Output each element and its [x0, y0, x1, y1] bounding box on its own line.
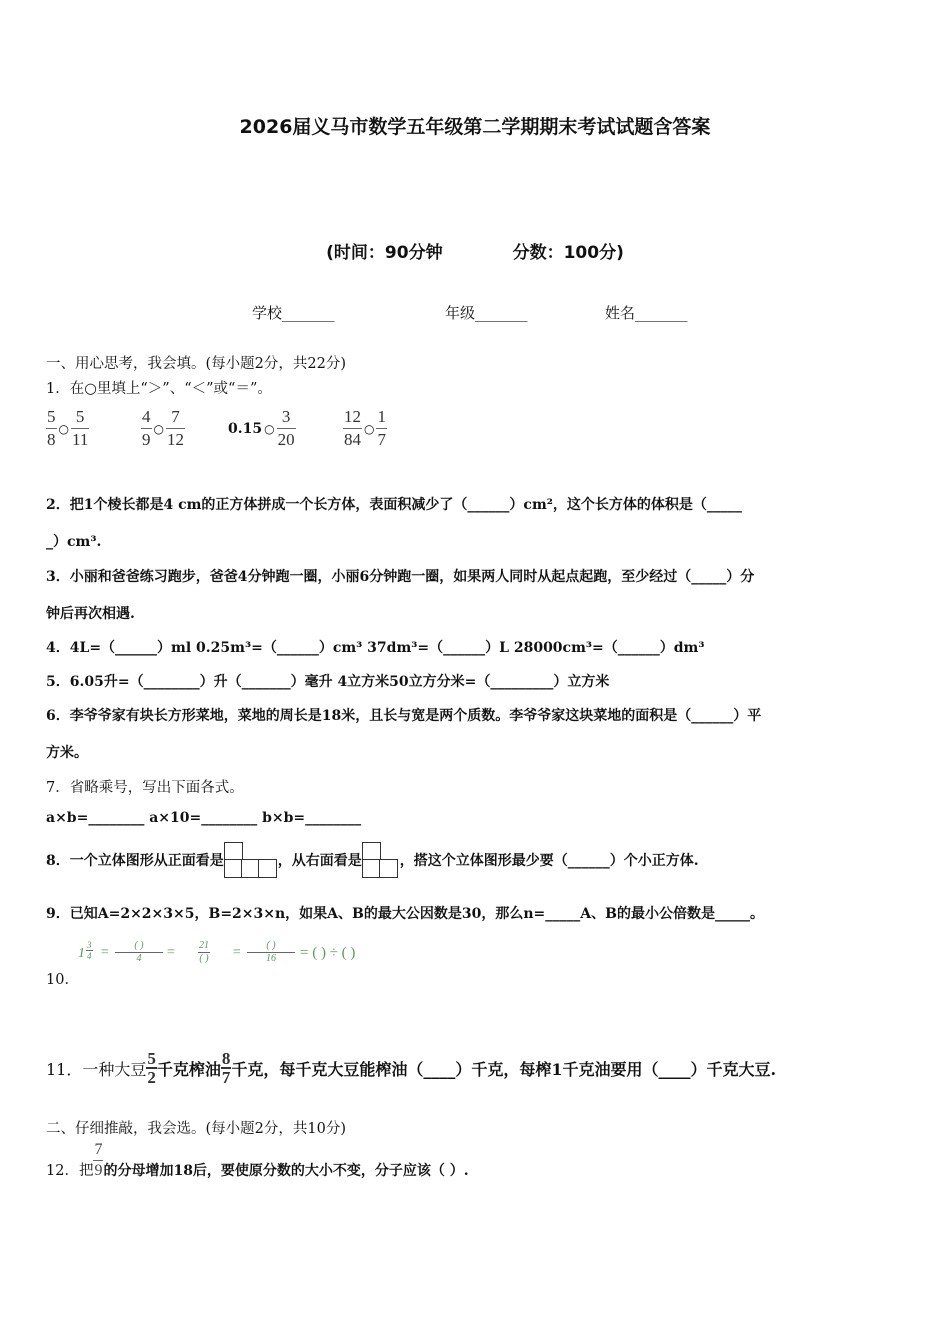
- section-2-heading: 二、仔细推敲，我会选。(每小题2分，共10分): [46, 1121, 346, 1137]
- q11-fraction-2: $\frac{8}{7}$: [221, 1049, 231, 1087]
- school-field: 学校_______: [252, 304, 335, 322]
- decimal-value: 0.15: [228, 420, 263, 437]
- question-9: 9．已知A=2×2×3×5，B=2×3×n，如果A、B的最大公因数是30，那么n=_____A、B的最小公倍数是_____。: [46, 906, 764, 922]
- q11-text-2: 千克榨油: [156, 1059, 221, 1079]
- compare-circle: ○: [264, 421, 275, 436]
- q12-fraction: $\frac{7}{9}$: [94, 1141, 103, 1179]
- front-view-figure: [224, 842, 278, 878]
- q12-text-2: 的分母增加18后，要使原分数的大小不变，分子应该（ ）.: [103, 1162, 469, 1179]
- time-limit: (时间：90分钟: [326, 243, 443, 263]
- q11-fraction-1: $\frac{5}{2}$: [147, 1049, 156, 1087]
- question-6: 6．李爷爷家有块长方形菜地，菜地的周长是18米，且长与宽是两个质数。李爷爷家这块菜地的面积是（______）平: [46, 708, 762, 724]
- q10-frac-3: ( ) 16: [248, 940, 294, 965]
- question-2-cont: _）cm³.: [46, 534, 102, 550]
- question-7: 7．省略乘号，写出下面各式。: [46, 780, 244, 796]
- q12-text: 12．把: [46, 1163, 94, 1179]
- question-12: [46, 1140, 469, 1181]
- q10-frac-2: 21 ( ): [199, 940, 209, 964]
- q10-eq: =: [100, 945, 110, 960]
- q10-eq: =: [166, 945, 176, 960]
- q1-pair-2: [141, 406, 185, 451]
- question-6-cont: 方米。: [46, 745, 88, 761]
- exam-meta: [0, 238, 950, 263]
- q1-pair-3: [228, 406, 296, 451]
- fraction: $\frac{5}{8}$: [47, 407, 56, 449]
- question-11: [46, 1050, 776, 1086]
- q8-text-2: ，从右面看是: [277, 853, 362, 869]
- q10-equation: [78, 938, 468, 968]
- question-3-cont: 钟后再次相遇.: [46, 606, 135, 622]
- q8-text: 8．一个立体图形从正面看是: [46, 853, 224, 869]
- name-field: 姓名_______: [605, 304, 688, 322]
- total-score: 分数：100分): [512, 243, 624, 263]
- q8-text-3: ，搭这个立体图形最少要（______）个小正方体.: [399, 853, 699, 869]
- question-7-items: a×b=________ a×10=________ b×b=________: [46, 810, 362, 826]
- question-10: 10．: [46, 972, 79, 988]
- q1-pair-4: [343, 406, 387, 451]
- question-2: 2．把1个棱长都是4 cm的正方体拼成一个长方体，表面积减少了（______）cm²，这个长方体的体积是（_____: [46, 497, 742, 513]
- fraction: $\frac{7}{12}$: [166, 407, 184, 449]
- question-5: 5．6.05升=（________）升（_______）毫升 4立方米50立方分米=（_________）立方米: [46, 674, 610, 690]
- question-8: [46, 842, 699, 878]
- fraction: $\frac{1}{7}$: [377, 407, 386, 449]
- q10-division: = ( ) ÷ ( ): [300, 945, 356, 961]
- fraction: $\frac{12}{84}$: [344, 407, 361, 449]
- fraction: $\frac{3}{20}$: [277, 407, 295, 449]
- question-3: 3．小丽和爸爸练习跑步，爸爸4分钟跑一圈，小丽6分钟跑一圈，如果两人同时从起点起跑，至少经过（_____）分: [46, 569, 755, 585]
- grade-field: 年级_______: [445, 304, 528, 322]
- page-title: 2026届义马市数学五年级第二学期期末考试试题含答案: [239, 116, 711, 138]
- q10-frac-1: ( ) 4: [116, 940, 162, 965]
- fraction: $\frac{5}{11}$: [71, 407, 89, 449]
- q1-pair-1: [46, 406, 89, 451]
- question-1: 1．在○里填上“＞”、“＜”或“＝”。: [46, 381, 272, 397]
- q10-mixed-fraction: $\frac{3}{4}$: [87, 940, 92, 961]
- compare-circle: ○: [153, 421, 164, 436]
- compare-circle: ○: [58, 421, 69, 436]
- q10-eq: =: [232, 945, 242, 960]
- q11-text-3: 千克，每千克大豆能榨油（____）千克，每榨1千克油要用（____）千克大豆.: [231, 1059, 777, 1079]
- q10-whole: 1: [78, 946, 85, 961]
- section-1-heading: 一、用心思考，我会填。(每小题2分，共22分): [46, 356, 346, 372]
- question-4: 4．4L=（______）ml 0.25m³=（______）cm³ 37dm³=（______）L 28000cm³=（______）dm³: [46, 640, 705, 656]
- compare-circle: ○: [364, 421, 375, 436]
- q11-text: 11．一种大豆: [46, 1059, 147, 1079]
- fraction: $\frac{4}{9}$: [142, 407, 151, 449]
- side-view-figure: [362, 842, 400, 878]
